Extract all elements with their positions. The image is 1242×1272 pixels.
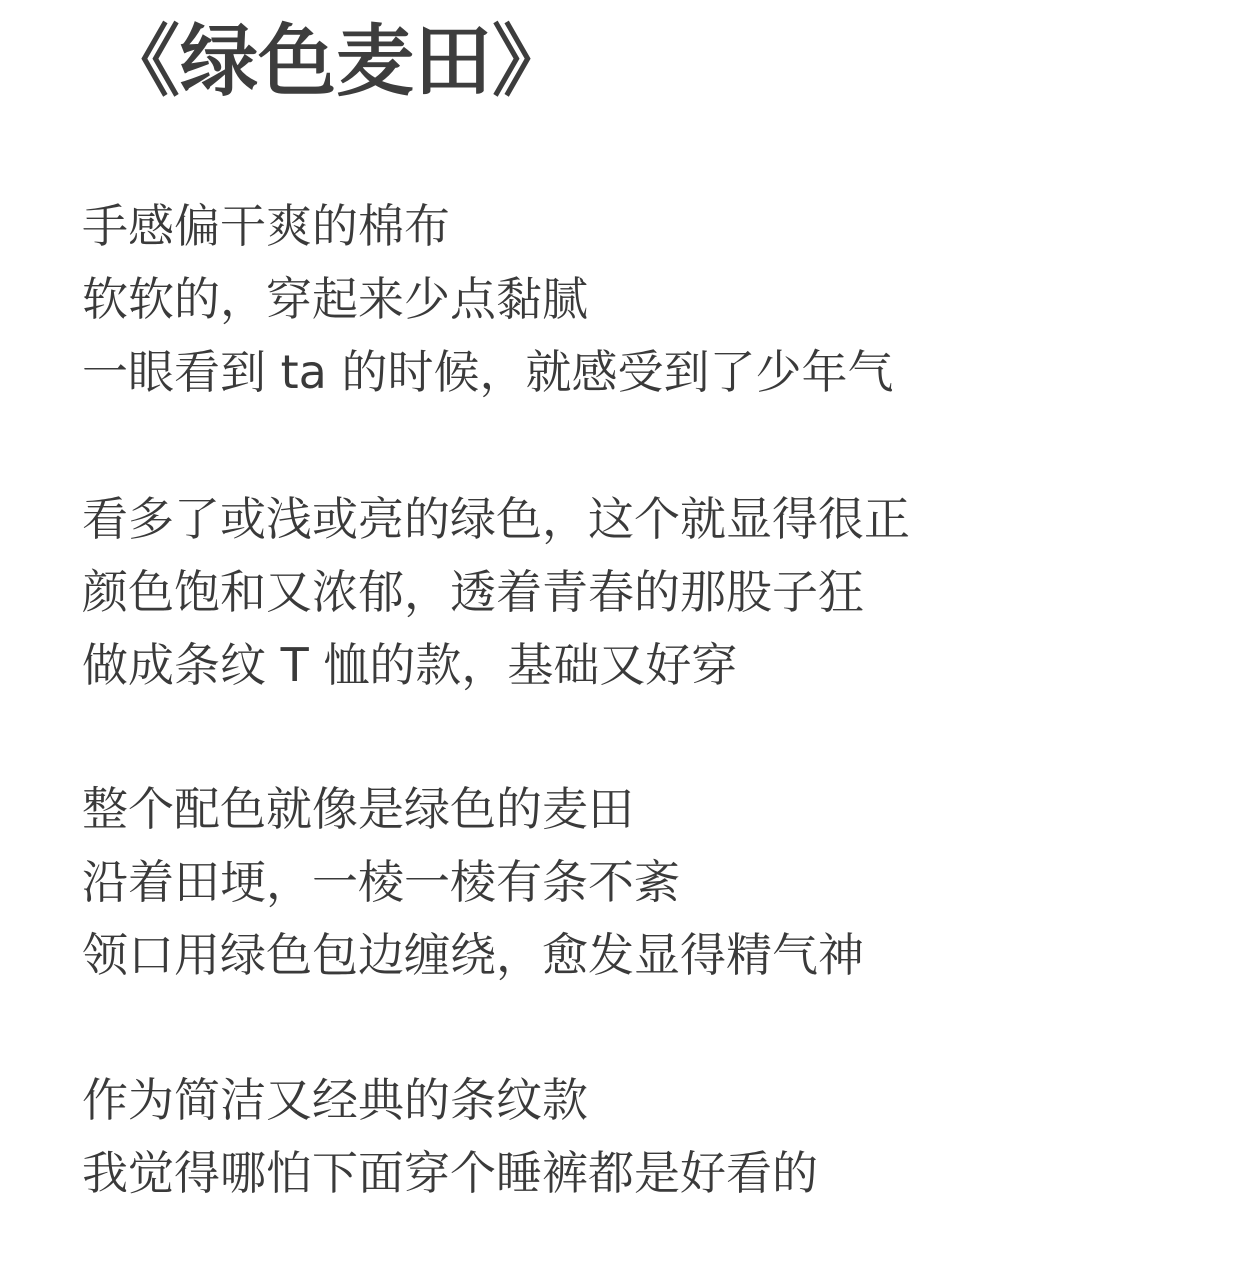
text-line: 看多了或浅或亮的绿色，这个就显得很正 <box>82 492 910 546</box>
text-line: 沿着田埂，一棱一棱有条不紊 <box>82 855 680 909</box>
paragraph-classic <box>82 1064 1182 1210</box>
text-line: 作为简洁又经典的条纹款 <box>82 1073 588 1127</box>
page-title: 《绿色麦田》 <box>102 17 571 107</box>
text-line: 我觉得哪怕下面穿个睡裤都是好看的 <box>82 1146 818 1200</box>
text-line: 手感偏干爽的棉布 <box>82 199 450 253</box>
text-line: 整个配色就像是绿色的麦田 <box>82 782 634 836</box>
text-line: 领口用绿色包边缠绕，愈发显得精气神 <box>82 928 864 982</box>
text-line: 软软的，穿起来少点黏腻 <box>82 272 588 326</box>
paragraph-color <box>82 483 1182 702</box>
text-line: 颜色饱和又浓郁，透着青春的那股子狂 <box>82 565 864 619</box>
paragraph-field <box>82 773 1182 992</box>
paragraph-texture <box>82 190 1182 409</box>
text-line: 做成条纹 T 恤的款，基础又好穿 <box>82 638 738 692</box>
text-line: 一眼看到 ta 的时候，就感受到了少年气 <box>82 345 894 399</box>
